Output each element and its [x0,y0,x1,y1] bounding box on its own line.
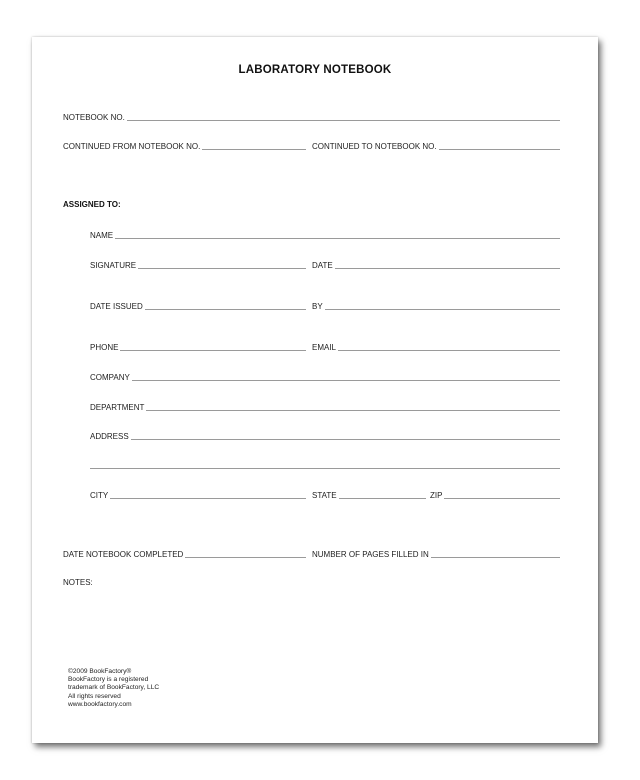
phone-line[interactable] [120,350,306,351]
date-issued-line[interactable] [145,309,306,310]
date-label: DATE [312,261,333,270]
continued-to-label: CONTINUED TO NOTEBOOK NO. [312,142,437,151]
signature-label: SIGNATURE [90,261,137,270]
signature-line[interactable] [138,268,306,269]
date-completed-label: DATE NOTEBOOK COMPLETED [63,550,184,559]
zip-label: ZIP [430,491,443,500]
notebook-page [32,37,598,743]
state-line[interactable] [339,498,426,499]
date-field[interactable] [312,258,560,270]
department-line[interactable] [146,410,560,411]
footer-line: trademark of BookFactory, LLC [68,684,160,692]
address-line-2[interactable] [90,468,560,469]
phone-label: PHONE [90,343,119,352]
date-completed-line[interactable] [185,557,306,558]
continued-from-field[interactable] [63,139,306,151]
name-line[interactable] [115,238,560,239]
company-line[interactable] [132,380,560,381]
page-title: LABORATORY NOTEBOOK [238,64,392,76]
notebook-no-line[interactable] [127,120,560,121]
address-label: ADDRESS [90,432,129,441]
notes-label: NOTES: [63,578,93,587]
notebook-no-field[interactable] [63,110,560,122]
state-field[interactable] [312,488,426,500]
city-label: CITY [90,491,109,500]
department-label: DEPARTMENT [90,403,145,412]
email-label: EMAIL [312,343,337,352]
pages-filled-label: NUMBER OF PAGES FILLED IN [312,550,429,559]
name-field[interactable] [90,228,560,240]
address-field[interactable] [90,429,560,441]
state-label: STATE [312,491,337,500]
footer-line: ©2009 BookFactory® [68,668,132,675]
pages-filled-field[interactable] [312,547,560,559]
continued-to-line[interactable] [439,149,560,150]
department-field[interactable] [90,400,560,412]
by-field[interactable] [312,299,560,311]
date-issued-field[interactable] [90,299,306,311]
company-label: COMPANY [90,373,130,382]
assigned-to-heading: ASSIGNED TO: [63,200,121,209]
date-completed-field[interactable] [63,547,306,559]
email-field[interactable] [312,340,560,352]
continued-from-line[interactable] [202,149,306,150]
email-line[interactable] [338,350,560,351]
phone-field[interactable] [90,340,306,352]
footer-line: All rights reserved [68,692,121,700]
address-line[interactable] [131,439,560,440]
continued-from-label: CONTINUED FROM NOTEBOOK NO. [63,142,201,151]
by-label: BY [312,302,323,311]
footer-line: www.bookfactory.com [68,700,132,708]
signature-field[interactable] [90,258,306,270]
city-line[interactable] [110,498,306,499]
footer-line: BookFactory is a registered [68,676,149,684]
copyright-footer [68,668,159,709]
notebook-no-label: NOTEBOOK NO. [63,113,125,122]
date-issued-label: DATE ISSUED [90,302,143,311]
continued-to-field[interactable] [312,139,560,151]
city-field[interactable] [90,488,306,500]
zip-line[interactable] [444,498,560,499]
by-line[interactable] [325,309,560,310]
pages-filled-line[interactable] [431,557,560,558]
zip-field[interactable] [430,488,560,500]
date-line[interactable] [335,268,560,269]
name-label: NAME [90,231,114,240]
company-field[interactable] [90,370,560,382]
